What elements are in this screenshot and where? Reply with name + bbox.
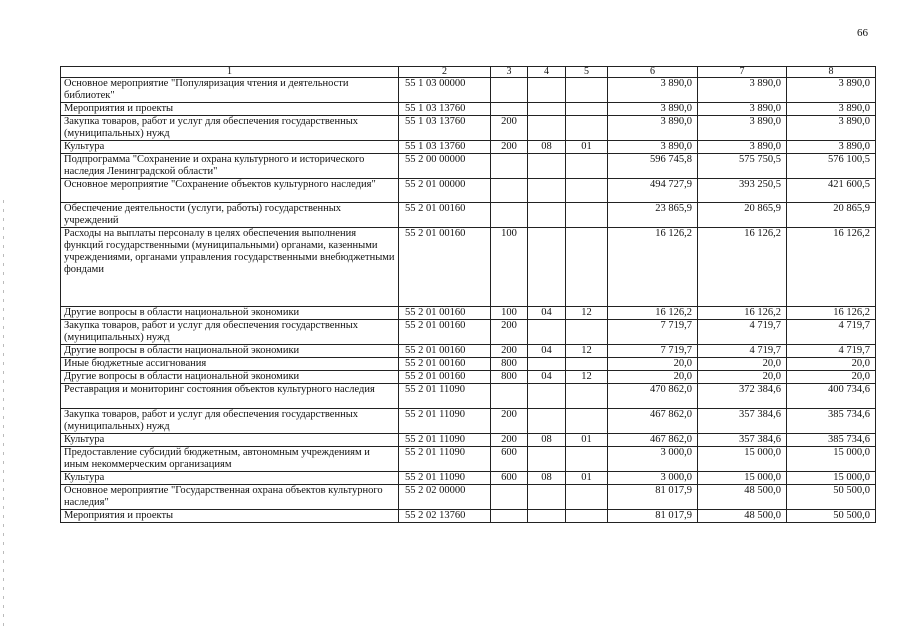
row-amount-year1: 16 126,2 xyxy=(608,307,698,320)
row-code: 55 2 01 11090 xyxy=(399,409,491,434)
row-expense-type xyxy=(491,78,528,103)
row-amount-year3: 3 890,0 xyxy=(787,141,876,154)
row-amount-year3: 20,0 xyxy=(787,371,876,384)
row-expense-type xyxy=(491,485,528,510)
row-expense-type: 600 xyxy=(491,447,528,472)
row-expense-type: 100 xyxy=(491,228,528,307)
row-amount-year1: 3 890,0 xyxy=(608,116,698,141)
row-subsection xyxy=(566,320,608,345)
row-amount-year2: 3 890,0 xyxy=(698,141,787,154)
header-col-3: 3 xyxy=(491,67,528,78)
row-amount-year2: 372 384,6 xyxy=(698,384,787,409)
table-row xyxy=(61,358,876,371)
row-section xyxy=(528,154,566,179)
row-amount-year2: 3 890,0 xyxy=(698,78,787,103)
row-section: 04 xyxy=(528,307,566,320)
row-amount-year1: 20,0 xyxy=(608,358,698,371)
table-row xyxy=(61,103,876,116)
row-name: Другие вопросы в области национальной экономики xyxy=(61,371,399,384)
table-row xyxy=(61,78,876,103)
table-row xyxy=(61,384,876,409)
row-name: Культура xyxy=(61,472,399,485)
row-amount-year3: 576 100,5 xyxy=(787,154,876,179)
row-code: 55 1 03 13760 xyxy=(399,103,491,116)
row-code: 55 2 01 11090 xyxy=(399,384,491,409)
row-name: Культура xyxy=(61,434,399,447)
row-section xyxy=(528,384,566,409)
page-number: 66 xyxy=(857,27,868,39)
row-amount-year3: 3 890,0 xyxy=(787,103,876,116)
row-amount-year3: 16 126,2 xyxy=(787,307,876,320)
row-amount-year1: 3 890,0 xyxy=(608,103,698,116)
row-section: 04 xyxy=(528,345,566,358)
row-name: Иные бюджетные ассигнования xyxy=(61,358,399,371)
table-row xyxy=(61,371,876,384)
row-expense-type xyxy=(491,179,528,203)
row-amount-year2: 393 250,5 xyxy=(698,179,787,203)
header-col-8: 8 xyxy=(787,67,876,78)
header-col-2: 2 xyxy=(399,67,491,78)
row-subsection xyxy=(566,358,608,371)
row-code: 55 2 01 00160 xyxy=(399,358,491,371)
row-section xyxy=(528,179,566,203)
table-row xyxy=(61,320,876,345)
row-amount-year1: 81 017,9 xyxy=(608,485,698,510)
row-section: 08 xyxy=(528,434,566,447)
row-subsection xyxy=(566,485,608,510)
row-subsection xyxy=(566,228,608,307)
row-name: Предоставление субсидий бюджетным, автономным учреждениям и иным некоммерческим организациям xyxy=(61,447,399,472)
row-subsection xyxy=(566,103,608,116)
header-col-1: 1 xyxy=(61,67,399,78)
row-amount-year1: 470 862,0 xyxy=(608,384,698,409)
row-amount-year2: 357 384,6 xyxy=(698,434,787,447)
row-amount-year2: 15 000,0 xyxy=(698,472,787,485)
row-amount-year2: 48 500,0 xyxy=(698,485,787,510)
row-name: Основное мероприятие "Популяризация чтения и деятельности библиотек" xyxy=(61,78,399,103)
row-amount-year1: 494 727,9 xyxy=(608,179,698,203)
row-expense-type: 200 xyxy=(491,345,528,358)
row-section xyxy=(528,103,566,116)
row-subsection xyxy=(566,510,608,523)
row-code: 55 2 01 00160 xyxy=(399,307,491,320)
row-code: 55 2 01 11090 xyxy=(399,447,491,472)
row-section xyxy=(528,78,566,103)
row-code: 55 2 01 00000 xyxy=(399,179,491,203)
row-amount-year1: 7 719,7 xyxy=(608,320,698,345)
row-code: 55 2 01 11090 xyxy=(399,472,491,485)
row-section xyxy=(528,228,566,307)
row-amount-year3: 15 000,0 xyxy=(787,472,876,485)
row-subsection xyxy=(566,384,608,409)
row-amount-year1: 467 862,0 xyxy=(608,434,698,447)
row-amount-year1: 3 890,0 xyxy=(608,78,698,103)
row-code: 55 2 01 00160 xyxy=(399,371,491,384)
row-subsection xyxy=(566,179,608,203)
row-name: Мероприятия и проекты xyxy=(61,510,399,523)
row-expense-type: 800 xyxy=(491,371,528,384)
row-code: 55 2 01 00160 xyxy=(399,320,491,345)
header-col-5: 5 xyxy=(566,67,608,78)
header-row xyxy=(61,67,876,78)
row-amount-year3: 50 500,0 xyxy=(787,485,876,510)
row-expense-type xyxy=(491,510,528,523)
row-code: 55 2 01 00160 xyxy=(399,345,491,358)
row-name: Расходы на выплаты персоналу в целях обеспечения выполнения функций государственными (муниципальными) органами, казенными учреждениями, органами управления государственными внебюджетными фондами xyxy=(61,228,399,307)
table-row xyxy=(61,485,876,510)
row-expense-type xyxy=(491,154,528,179)
row-subsection: 12 xyxy=(566,307,608,320)
row-subsection xyxy=(566,203,608,228)
budget-table xyxy=(60,66,876,523)
row-amount-year1: 3 000,0 xyxy=(608,472,698,485)
row-section xyxy=(528,116,566,141)
row-code: 55 2 00 00000 xyxy=(399,154,491,179)
row-subsection: 01 xyxy=(566,141,608,154)
row-subsection: 01 xyxy=(566,434,608,447)
row-expense-type: 200 xyxy=(491,141,528,154)
row-name: Культура xyxy=(61,141,399,154)
row-code: 55 2 01 00160 xyxy=(399,203,491,228)
row-amount-year1: 3 890,0 xyxy=(608,141,698,154)
row-subsection xyxy=(566,447,608,472)
row-section xyxy=(528,203,566,228)
row-amount-year1: 3 000,0 xyxy=(608,447,698,472)
row-section xyxy=(528,358,566,371)
row-subsection: 12 xyxy=(566,371,608,384)
row-section: 08 xyxy=(528,141,566,154)
row-name: Закупка товаров, работ и услуг для обеспечения государственных (муниципальных) нужд xyxy=(61,116,399,141)
row-expense-type: 200 xyxy=(491,320,528,345)
row-amount-year2: 15 000,0 xyxy=(698,447,787,472)
row-amount-year3: 50 500,0 xyxy=(787,510,876,523)
scan-margin-mark xyxy=(3,200,4,630)
row-expense-type: 200 xyxy=(491,116,528,141)
table-row xyxy=(61,203,876,228)
header-col-7: 7 xyxy=(698,67,787,78)
row-expense-type: 200 xyxy=(491,434,528,447)
row-expense-type xyxy=(491,103,528,116)
table-row xyxy=(61,307,876,320)
row-subsection xyxy=(566,78,608,103)
row-expense-type: 200 xyxy=(491,409,528,434)
row-code: 55 1 03 13760 xyxy=(399,141,491,154)
row-amount-year3: 4 719,7 xyxy=(787,320,876,345)
row-amount-year3: 400 734,6 xyxy=(787,384,876,409)
row-subsection xyxy=(566,116,608,141)
row-amount-year2: 20 865,9 xyxy=(698,203,787,228)
row-amount-year2: 4 719,7 xyxy=(698,345,787,358)
table-row xyxy=(61,409,876,434)
row-amount-year1: 467 862,0 xyxy=(608,409,698,434)
row-expense-type xyxy=(491,203,528,228)
row-amount-year1: 16 126,2 xyxy=(608,228,698,307)
header-col-6: 6 xyxy=(608,67,698,78)
row-name: Закупка товаров, работ и услуг для обеспечения государственных (муниципальных) нужд xyxy=(61,320,399,345)
row-amount-year2: 16 126,2 xyxy=(698,307,787,320)
row-name: Основное мероприятие "Сохранение объектов культурного наследия" xyxy=(61,179,399,203)
row-subsection: 01 xyxy=(566,472,608,485)
row-expense-type: 800 xyxy=(491,358,528,371)
table-row xyxy=(61,228,876,307)
row-amount-year1: 20,0 xyxy=(608,371,698,384)
row-amount-year2: 48 500,0 xyxy=(698,510,787,523)
table-row xyxy=(61,345,876,358)
row-amount-year1: 596 745,8 xyxy=(608,154,698,179)
row-amount-year3: 421 600,5 xyxy=(787,179,876,203)
row-code: 55 1 03 13760 xyxy=(399,116,491,141)
table-row xyxy=(61,472,876,485)
row-section: 08 xyxy=(528,472,566,485)
row-amount-year1: 23 865,9 xyxy=(608,203,698,228)
row-amount-year2: 3 890,0 xyxy=(698,103,787,116)
table-row xyxy=(61,154,876,179)
row-name: Основное мероприятие "Государственная охрана объектов культурного наследия" xyxy=(61,485,399,510)
row-amount-year1: 7 719,7 xyxy=(608,345,698,358)
row-name: Подпрограмма "Сохранение и охрана культурного и исторического наследия Ленинградской области" xyxy=(61,154,399,179)
table-row xyxy=(61,179,876,203)
row-amount-year3: 385 734,6 xyxy=(787,409,876,434)
row-amount-year3: 4 719,7 xyxy=(787,345,876,358)
row-amount-year2: 4 719,7 xyxy=(698,320,787,345)
row-amount-year2: 575 750,5 xyxy=(698,154,787,179)
row-amount-year3: 3 890,0 xyxy=(787,78,876,103)
row-subsection: 12 xyxy=(566,345,608,358)
row-amount-year2: 3 890,0 xyxy=(698,116,787,141)
row-name: Закупка товаров, работ и услуг для обеспечения государственных (муниципальных) нужд xyxy=(61,409,399,434)
row-code: 55 1 03 00000 xyxy=(399,78,491,103)
row-section xyxy=(528,320,566,345)
row-code: 55 2 01 00160 xyxy=(399,228,491,307)
row-section xyxy=(528,510,566,523)
table-row xyxy=(61,447,876,472)
row-section xyxy=(528,447,566,472)
row-amount-year2: 20,0 xyxy=(698,358,787,371)
row-subsection xyxy=(566,154,608,179)
row-section xyxy=(528,409,566,434)
row-section xyxy=(528,485,566,510)
row-expense-type xyxy=(491,384,528,409)
row-amount-year3: 20 865,9 xyxy=(787,203,876,228)
row-subsection xyxy=(566,409,608,434)
row-amount-year3: 20,0 xyxy=(787,358,876,371)
row-name: Другие вопросы в области национальной экономики xyxy=(61,307,399,320)
row-name: Обеспечение деятельности (услуги, работы) государственных учреждений xyxy=(61,203,399,228)
row-expense-type: 600 xyxy=(491,472,528,485)
row-amount-year2: 357 384,6 xyxy=(698,409,787,434)
row-name: Реставрация и мониторинг состояния объектов культурного наследия xyxy=(61,384,399,409)
table-row xyxy=(61,434,876,447)
row-name: Мероприятия и проекты xyxy=(61,103,399,116)
row-code: 55 2 01 11090 xyxy=(399,434,491,447)
row-name: Другие вопросы в области национальной экономики xyxy=(61,345,399,358)
row-amount-year3: 16 126,2 xyxy=(787,228,876,307)
row-amount-year3: 3 890,0 xyxy=(787,116,876,141)
row-amount-year2: 20,0 xyxy=(698,371,787,384)
row-amount-year3: 385 734,6 xyxy=(787,434,876,447)
table-row xyxy=(61,141,876,154)
row-expense-type: 100 xyxy=(491,307,528,320)
table-row xyxy=(61,510,876,523)
table-row xyxy=(61,116,876,141)
row-amount-year2: 16 126,2 xyxy=(698,228,787,307)
row-code: 55 2 02 00000 xyxy=(399,485,491,510)
row-section: 04 xyxy=(528,371,566,384)
header-col-4: 4 xyxy=(528,67,566,78)
row-code: 55 2 02 13760 xyxy=(399,510,491,523)
row-amount-year1: 81 017,9 xyxy=(608,510,698,523)
row-amount-year3: 15 000,0 xyxy=(787,447,876,472)
